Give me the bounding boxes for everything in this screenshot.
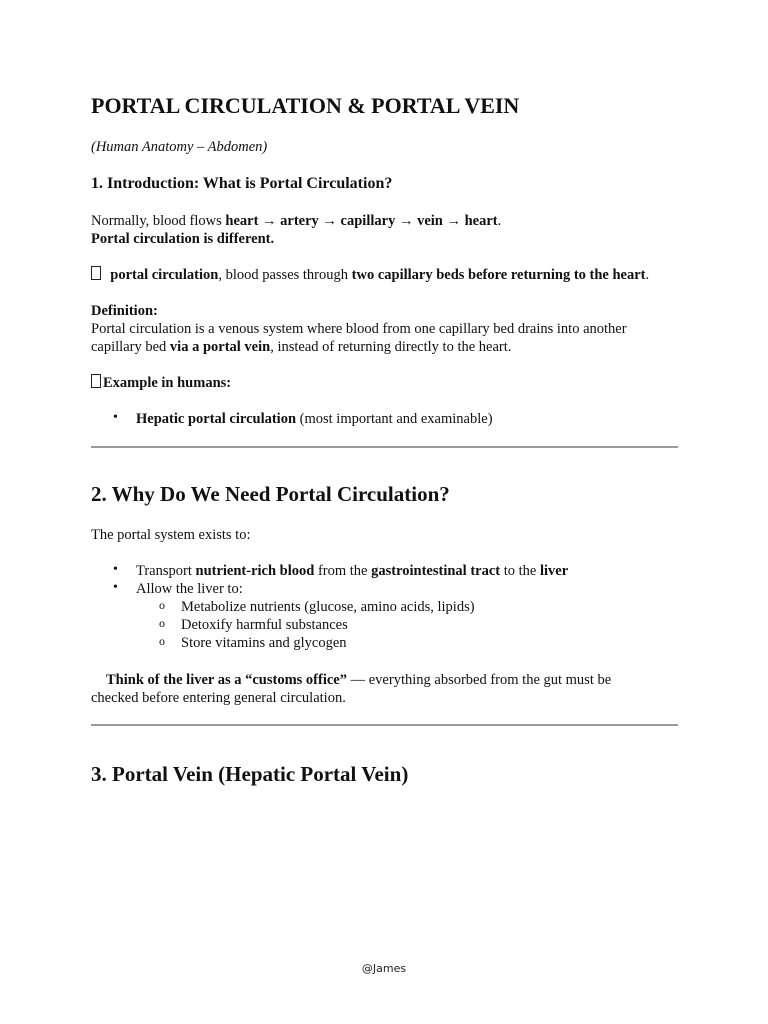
think-line: Think of the liver as a “customs office” — everything absorbed from the gut must be <box>106 672 612 688</box>
definition-text-line2: capillary bed via a portal vein, instead of returning directly to the heart. <box>91 339 512 355</box>
flow-path: heart → artery → capillary → vein → heart <box>225 213 498 229</box>
placeholder-box-icon <box>91 374 101 388</box>
section1-heading: 1. Introduction: What is Portal Circulation? <box>91 175 393 192</box>
page-subtitle: (Human Anatomy – Abdomen) <box>91 139 268 155</box>
sub-list-item: Metabolize nutrients (glucose, amino acids, lipids) <box>181 599 475 615</box>
different-text: Portal circulation is different. <box>91 231 275 247</box>
definition-text-line1: Portal circulation is a venous system where blood from one capillary bed drains into another <box>91 321 627 337</box>
page-footer: @James <box>361 962 407 975</box>
normal-flow-text: Normally, blood flows heart → artery → capillary → vein → heart. <box>91 213 502 229</box>
list-item-allow: Allow the liver to: <box>136 581 243 597</box>
bullet-dot: • <box>113 580 118 595</box>
think-line2: checked before entering general circulation. <box>91 690 346 706</box>
section2-heading: 2. Why Do We Need Portal Circulation? <box>91 482 450 506</box>
sub-list-item: Store vitamins and glycogen <box>181 635 347 651</box>
sub-bullet: o <box>159 634 165 648</box>
section2-intro: The portal system exists to: <box>91 527 251 543</box>
sub-bullet: o <box>159 616 165 630</box>
sub-list-item: Detoxify harmful substances <box>181 617 348 633</box>
bullet-dot: • <box>113 410 118 425</box>
page-title: PORTAL CIRCULATION & PORTAL VEIN <box>91 93 520 118</box>
definition-label: Definition: <box>91 303 158 319</box>
example-label: Example in humans: <box>91 374 231 392</box>
example-item: Hepatic portal circulation (most important and examinable) <box>136 411 493 427</box>
section3-heading: 3. Portal Vein (Hepatic Portal Vein) <box>91 762 409 786</box>
sub-bullet: o <box>159 598 165 612</box>
section-divider <box>91 446 678 448</box>
placeholder-box-icon <box>91 266 101 280</box>
list-item-transport: Transport nutrient-rich blood from the gastrointestinal tract to the liver <box>136 563 569 579</box>
section-divider <box>91 724 678 726</box>
bullet-dot: • <box>113 562 118 577</box>
tip-line: portal circulation, blood passes through two capillary beds before returning to the heart. <box>91 266 649 284</box>
